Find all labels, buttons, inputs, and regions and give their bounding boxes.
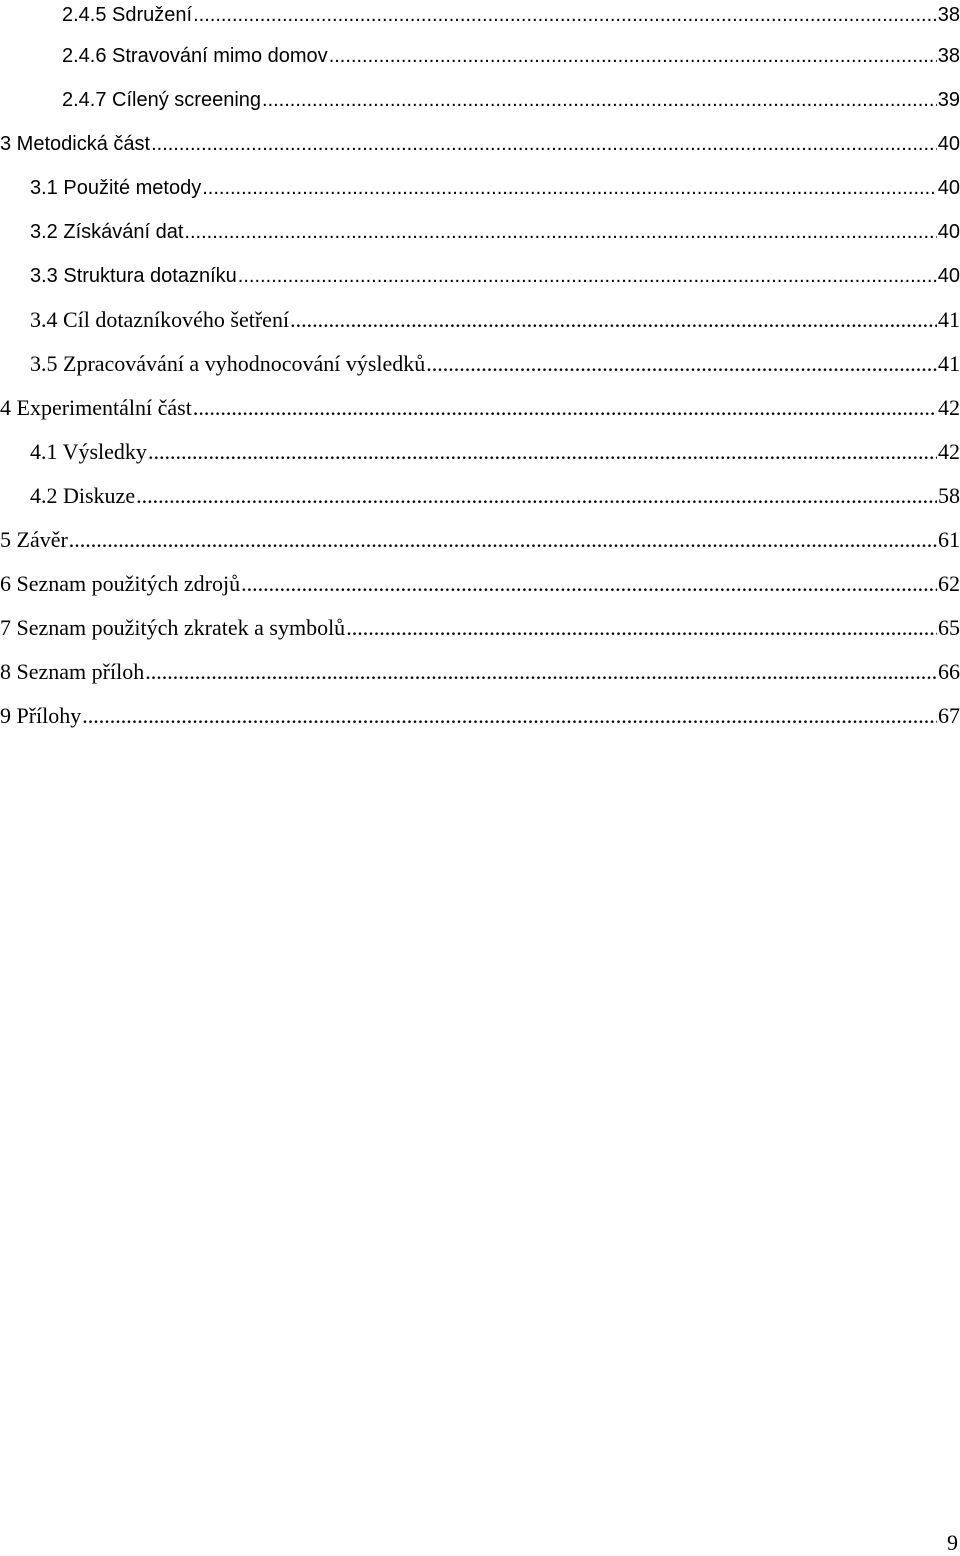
toc-leader bbox=[238, 261, 937, 291]
page-number: 9 bbox=[947, 1530, 958, 1555]
toc-entry-title: 9 Přílohy bbox=[0, 703, 82, 728]
toc-leader bbox=[151, 129, 937, 159]
toc-entry[interactable] bbox=[0, 701, 960, 731]
toc-entry-page: 42 bbox=[938, 439, 960, 464]
toc-leader bbox=[136, 481, 937, 511]
toc-leader bbox=[202, 173, 937, 203]
toc-leader bbox=[82, 701, 937, 731]
toc-entry-page: 67 bbox=[938, 703, 960, 728]
toc-entry-page: 38 bbox=[937, 4, 960, 26]
toc-entry[interactable] bbox=[30, 217, 960, 247]
toc-entry-page: 40 bbox=[937, 221, 960, 243]
toc-leader bbox=[290, 305, 937, 335]
toc-entry[interactable] bbox=[62, 41, 960, 71]
toc-leader bbox=[145, 657, 937, 687]
toc-leader bbox=[184, 217, 936, 247]
toc-entry[interactable] bbox=[30, 173, 960, 203]
toc-entry[interactable] bbox=[30, 481, 960, 511]
toc-entry-page: 40 bbox=[937, 177, 960, 199]
toc-entry[interactable] bbox=[30, 305, 960, 335]
toc-entry-page: 66 bbox=[938, 659, 960, 684]
toc-entry-page: 39 bbox=[937, 89, 960, 111]
toc-entry-title: 3.5 Zpracovávání a vyhodnocování výsledků bbox=[30, 351, 426, 376]
toc-entry-title: 3 Metodická část bbox=[0, 133, 151, 155]
toc-entry-title: 3.3 Struktura dotazníku bbox=[30, 265, 237, 287]
toc-entry-page: 40 bbox=[937, 133, 960, 155]
toc-entry-title: 4.1 Výsledky bbox=[30, 439, 147, 464]
toc-entry-page: 40 bbox=[937, 265, 960, 287]
toc-leader bbox=[346, 613, 937, 643]
toc-entry-title: 3.4 Cíl dotazníkového šetření bbox=[30, 307, 290, 332]
toc-entry[interactable] bbox=[30, 349, 960, 379]
toc-leader bbox=[241, 569, 937, 599]
toc-entry-title: 5 Závěr bbox=[0, 527, 68, 552]
toc-entry[interactable] bbox=[0, 657, 960, 687]
toc-entry[interactable] bbox=[30, 261, 960, 291]
toc-entry-title: 2.4.5 Sdružení bbox=[62, 4, 193, 26]
toc-leader bbox=[193, 393, 937, 423]
toc-entry-title: 6 Seznam použitých zdrojů bbox=[0, 571, 241, 596]
toc-entry[interactable] bbox=[62, 0, 960, 30]
toc-entry[interactable] bbox=[30, 437, 960, 467]
toc-entry-title: 2.4.6 Stravování mimo domov bbox=[62, 45, 328, 67]
toc-entry-page: 65 bbox=[938, 615, 960, 640]
toc-entry-page: 42 bbox=[938, 395, 960, 420]
toc-entry[interactable] bbox=[62, 85, 960, 115]
toc-leader bbox=[329, 41, 937, 71]
toc-entry-page: 58 bbox=[938, 483, 960, 508]
toc-entry[interactable] bbox=[0, 129, 960, 159]
toc-entry-page: 61 bbox=[938, 527, 960, 552]
toc-leader bbox=[262, 85, 937, 115]
toc-entry[interactable] bbox=[0, 613, 960, 643]
toc-leader bbox=[148, 437, 937, 467]
toc-entry-title: 3.2 Získávání dat bbox=[30, 221, 184, 243]
toc-entry-title: 4 Experimentální část bbox=[0, 395, 192, 420]
toc-leader bbox=[426, 349, 937, 379]
toc-entry[interactable] bbox=[0, 569, 960, 599]
toc-entry-page: 41 bbox=[938, 351, 960, 376]
toc-entry-page: 62 bbox=[938, 571, 960, 596]
toc-entry-page: 38 bbox=[937, 45, 960, 67]
toc-entry-title: 8 Seznam příloh bbox=[0, 659, 145, 684]
toc-leader bbox=[69, 525, 937, 555]
toc-entry[interactable] bbox=[0, 525, 960, 555]
toc-entry-title: 3.1 Použité metody bbox=[30, 177, 202, 199]
toc-entry-title: 2.4.7 Cílený screening bbox=[62, 89, 262, 111]
toc-entry[interactable] bbox=[0, 393, 960, 423]
toc-entry-title: 4.2 Diskuze bbox=[30, 483, 136, 508]
toc-entry-page: 41 bbox=[938, 307, 960, 332]
toc-entry-title: 7 Seznam použitých zkratek a symbolů bbox=[0, 615, 346, 640]
toc-leader bbox=[193, 0, 937, 30]
